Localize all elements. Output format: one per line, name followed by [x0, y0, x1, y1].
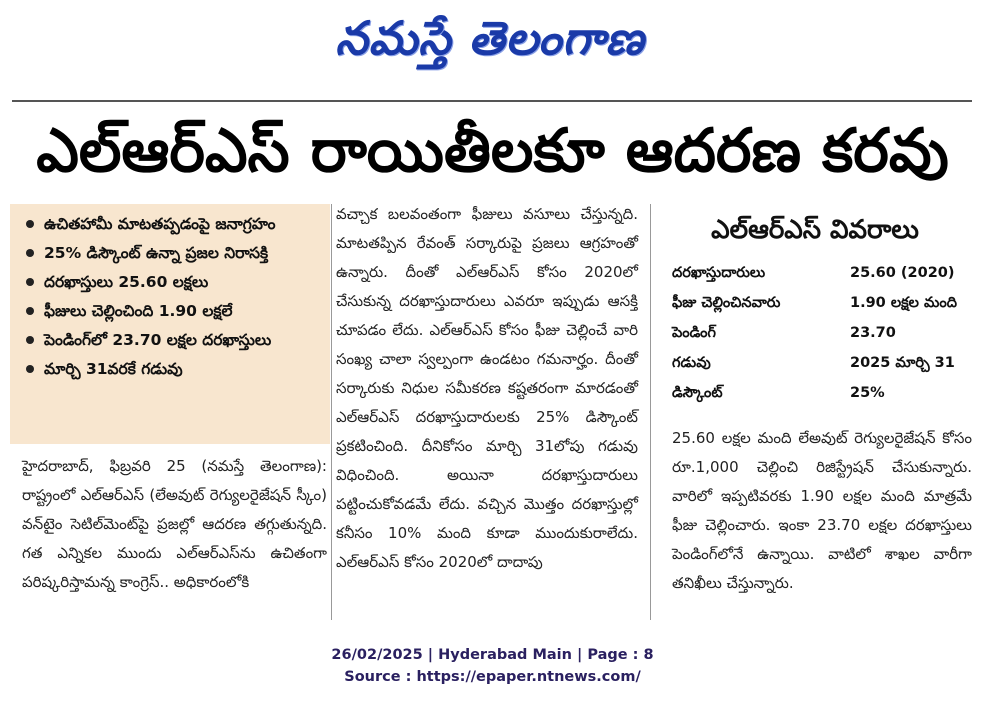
source-link[interactable]: Source : https://epaper.ntnews.com/: [344, 669, 641, 685]
article-text: వచ్చాక బలవంతంగా ఫీజులు వసూలు చేస్తున్నది. మాటతప్పిన రేవంత్ సర్కారుపై ప్రజలు ఆగ్రహంతో ఉన్నారు. దీంతో ఎల్‌ఆర్‌ఎస్ కోసం 2020లో చేసుకున్న దరఖాస్తుదారులు ఎవరూ ఇప్పుడు ఆసక్తి చూపడం లేదు. ఎల్‌ఆర్‌ఎస్ కోసం ఫీజు చెల్లించే వారి సంఖ్య చాలా స్వల్పంగా ఉండటం గమనార్హం. దీంతో సర్కారుకు నిధుల సమీకరణ కష్టతరంగా మారడంతో ఎల్‌ఆర్‌ఎస్ దరఖాస్తుదారులకు 25% డిస్కౌంట్ ప్రకటించింది. దీనికోసం మార్చి 31లోపు గడువు విధించింది. అయినా దరఖాస్తుదారులు పట్టించుకోవడమే లేదు. వచ్చిన మొత్తం దరఖాస్తుల్లో కనీసం 10% మంది కూడా ముందుకురాలేదు. ఎల్‌ఆర్‌ఎస్ కోసం 2020లో దాదాపు: [336, 205, 638, 571]
details-row: [672, 378, 972, 408]
column-divider: [331, 204, 332, 620]
column-divider: [650, 204, 651, 620]
article-text: 25.60 లక్షల మంది లేఅవుట్ రెగ్యులరైజేషన్ కోసం రూ.1,000 చెల్లించి రిజిస్ట్రేషన్ చేసుకున్నారు. వారిలో ఇప్పటివరకు 1.90 లక్షల మంది మాత్రమే ఫీజు చెల్లించారు. ఇంకా 23.70 లక్షల దరఖాస్తులు పెండింగ్‌లోనే ఉన్నాయి. వాటిలో శాఖల వారీగా తనిఖీలు చేస్తున్నారు.: [672, 429, 972, 592]
highlight-item: పెండింగ్‌లో 23.70 లక్షల దరఖాస్తులు: [24, 330, 324, 350]
details-label: డిస్కౌంట్: [672, 385, 723, 401]
details-value: 1.90 లక్షల మంది: [850, 295, 957, 311]
details-value: 2025 మార్చి 31: [850, 355, 955, 371]
masthead: [0, 0, 985, 100]
highlights-box: [10, 204, 330, 444]
highlight-item: మార్చి 31వరకే గడువు: [24, 359, 324, 379]
article-column-2: [336, 200, 638, 577]
details-label: పెండింగ్: [672, 325, 716, 341]
edition-info: 26/02/2025 | Hyderabad Main | Page : 8: [331, 647, 654, 663]
details-table: [672, 258, 972, 408]
article-column-1: [22, 452, 327, 597]
details-title: ఎల్‌ఆర్‌ఎస్ వివరాలు: [711, 215, 919, 245]
highlight-item: 25% డిస్కౌంట్ ఉన్నా ప్రజల నిరాసక్తి: [24, 243, 324, 263]
details-label: దరఖాస్తుదారులు: [672, 265, 766, 281]
details-value: 23.70: [850, 325, 896, 341]
details-row: [672, 288, 972, 318]
details-row: [672, 318, 972, 348]
highlight-item: ఉచితహామీ మాటతప్పడంపై జనాగ్రహం: [24, 214, 324, 234]
details-label: ఫీజు చెల్లించినవారు: [672, 295, 781, 311]
details-label: గడువు: [672, 355, 711, 371]
details-value: 25.60 (2020): [850, 265, 955, 281]
details-row: [672, 348, 972, 378]
page-footer: [0, 644, 985, 688]
newspaper-logo: నమస్తే తెలంగాణ: [335, 11, 645, 65]
highlight-item: దరఖాస్తులు 25.60 లక్షలు: [24, 272, 324, 292]
highlight-item: ఫీజులు చెల్లించింది 1.90 లక్షలే: [24, 301, 324, 321]
masthead-divider: [12, 100, 972, 102]
details-row: [672, 258, 972, 288]
details-value: 25%: [850, 385, 885, 401]
article-headline: ఎల్‌ఆర్‌ఎస్ రాయితీలకూ ఆదరణ కరవు: [36, 116, 949, 186]
article-text: హైదరాబాద్, ఫిబ్రవరి 25 (నమస్తే తెలంగాణ): రాష్ట్రంలో ఎల్‌ఆర్‌ఎస్ (లేఅవుట్ రెగ్యులరైజేషన్ స్కీం) వన్‌టైం సెటిల్‌మెంట్‌పై ప్రజల్లో ఆదరణ తగ్గుతున్నది. గత ఎన్నికల ముందు ఎల్‌ఆర్‌ఎస్‌ను ఉచితంగా పరిష్కరిస్తామన్న కాంగ్రెస్.. అధికారంలోకి: [22, 457, 327, 591]
article-column-3: [672, 424, 972, 598]
